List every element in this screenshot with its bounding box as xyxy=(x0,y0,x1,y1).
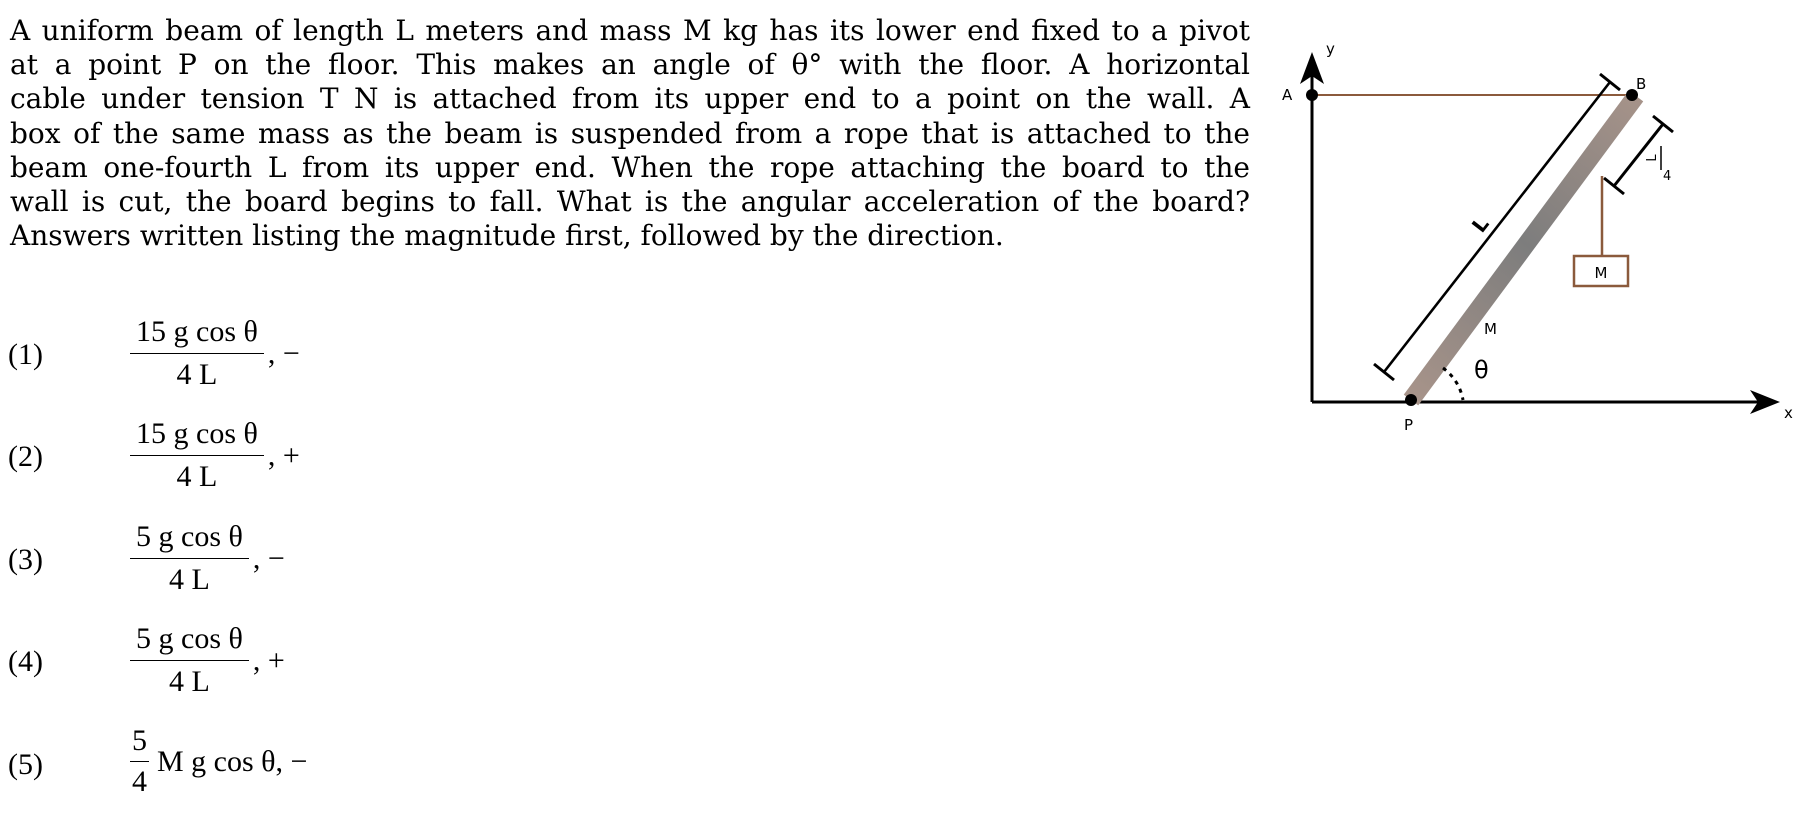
answer-denominator: 4 L xyxy=(169,665,210,698)
point-b-label: B xyxy=(1636,75,1647,93)
answer-fraction xyxy=(130,724,149,799)
length-dimension-line xyxy=(1384,82,1610,372)
answer-1-expression xyxy=(130,315,300,392)
angle-theta-label: θ xyxy=(1474,356,1489,384)
beam-diagram xyxy=(1270,30,1793,450)
answer-5-expression xyxy=(130,724,307,799)
problem-line: at a point P on the floor. This makes an angle of θ° with the floor. A horizontal xyxy=(10,48,1250,82)
answer-denominator: 4 L xyxy=(176,358,218,391)
quarter-fraction-num: L xyxy=(1645,154,1660,162)
answer-denominator: 4 L xyxy=(176,460,218,493)
y-axis-label: y xyxy=(1326,40,1335,58)
beam-mass-label: M xyxy=(1484,320,1497,338)
answer-4-expression xyxy=(130,622,285,699)
answer-direction: , − xyxy=(252,541,285,575)
box-mass-label: M xyxy=(1594,264,1608,282)
answer-2-label: (2) xyxy=(8,440,43,473)
beam-length-label: L xyxy=(1466,212,1494,238)
answer-fraction xyxy=(130,520,249,597)
point-p-label: P xyxy=(1404,416,1414,434)
answer-direction: M g cos θ, − xyxy=(157,744,308,778)
answer-2-expression xyxy=(130,417,300,494)
answer-1-label: (1) xyxy=(8,338,43,371)
answer-fraction xyxy=(130,622,249,699)
length-tick xyxy=(1600,74,1620,90)
problem-line: beam one-fourth L from its upper end. When the rope attaching the board to the xyxy=(10,150,1250,184)
answer-direction: , + xyxy=(267,438,300,472)
answer-fraction xyxy=(130,315,264,392)
x-axis-label: x xyxy=(1784,404,1793,422)
answer-3-label: (3) xyxy=(8,543,43,576)
answer-numerator: 15 g cos θ xyxy=(130,417,264,456)
answer-numerator: 5 g cos θ xyxy=(130,622,249,661)
answer-numerator: 5 g cos θ xyxy=(130,520,249,559)
point-a-label: A xyxy=(1282,86,1293,104)
answer-fraction xyxy=(130,417,264,494)
answer-4-label: (4) xyxy=(8,645,43,678)
quarter-tick xyxy=(1604,178,1624,194)
answer-denominator: 4 L xyxy=(169,563,210,596)
answer-5-label: (5) xyxy=(8,748,43,781)
answer-3-expression xyxy=(130,520,285,597)
length-tick xyxy=(1374,364,1394,380)
problem-line: cable under tension T N is attached from its upper end to a point on the wall. A xyxy=(10,82,1250,116)
answer-numerator: 5 xyxy=(130,724,149,762)
answer-direction: , + xyxy=(252,643,285,677)
quarter-fraction-den: 4 xyxy=(1663,169,1672,184)
quarter-tick xyxy=(1653,116,1673,132)
angle-arc xyxy=(1443,368,1463,400)
problem-line: A uniform beam of length L meters and mass M kg has its lower end fixed to a pivot xyxy=(10,14,1250,47)
answer-denominator: 4 xyxy=(132,765,147,798)
problem-line: box of the same mass as the beam is suspended from a rope that is attached to the xyxy=(10,116,1250,150)
answer-direction: , − xyxy=(267,336,300,370)
point-a-dot xyxy=(1306,89,1318,101)
problem-line: Answers written listing the magnitude first, followed by the direction. xyxy=(10,219,1004,253)
pivot-p-dot xyxy=(1405,394,1417,406)
problem-line: wall is cut, the board begins to fall. What is the angular acceleration of the board? xyxy=(10,185,1250,219)
problem-statement xyxy=(10,14,1250,253)
answer-numerator: 15 g cos θ xyxy=(130,315,264,354)
